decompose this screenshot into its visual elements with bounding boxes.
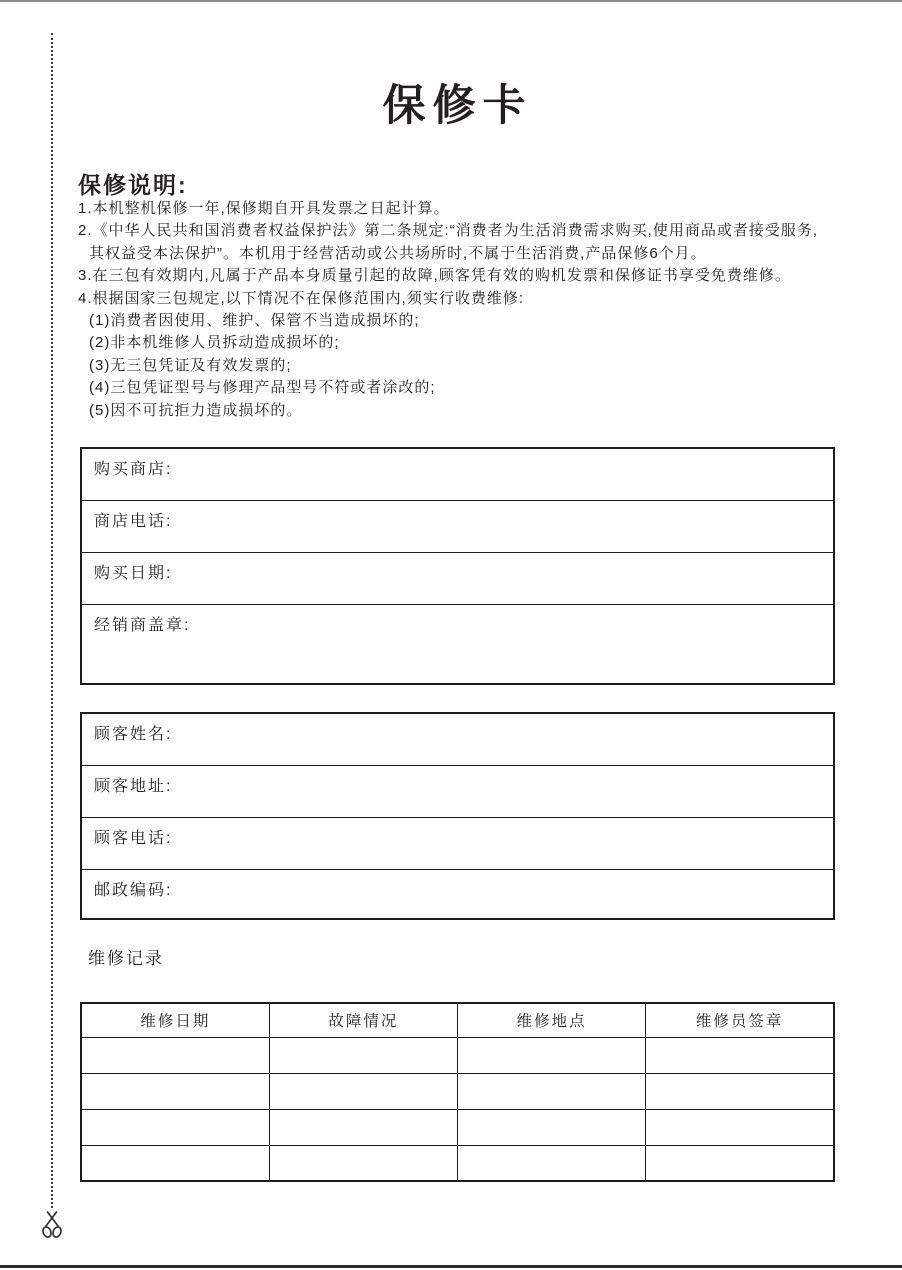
repair-table-body: [81, 1037, 834, 1181]
form-field-row: [82, 605, 833, 685]
page-title: 保修卡: [382, 82, 533, 130]
form-field-label: 邮政编码:: [94, 882, 173, 899]
scissors-icon: [40, 1210, 64, 1240]
form-field-row: [82, 818, 833, 870]
repair-table-header: [81, 1003, 834, 1037]
instruction-line: (2)非本机维修人员拆动造成损坏的;: [89, 334, 340, 352]
form-field-row: [82, 766, 833, 818]
cut-dotted-line: [51, 33, 53, 1208]
table-column-header: 维修日期: [81, 1003, 269, 1037]
table-row: [81, 1109, 834, 1145]
table-empty-cell: [458, 1037, 646, 1073]
form-field-row: [82, 714, 833, 766]
table-empty-cell: [458, 1073, 646, 1109]
form-field-label: 购买日期:: [94, 565, 173, 582]
instruction-line: 其权益受本法保护”。本机用于经营活动或公共场所时,不属于生活消费,产品保修6个月。: [89, 244, 707, 262]
form-field-label: 顾客地址:: [94, 778, 173, 795]
instruction-line: (4)三包凭证型号与修理产品型号不符或者涂改的;: [89, 379, 436, 397]
instruction-line: (3)无三包凭证及有效发票的;: [89, 356, 292, 374]
table-empty-cell: [269, 1037, 457, 1073]
form-field-row: [82, 870, 833, 922]
seller-info-box: [80, 447, 835, 685]
table-empty-cell: [646, 1109, 834, 1145]
table-empty-cell: [81, 1145, 269, 1181]
repair-records-table: [80, 1002, 835, 1182]
table-row: [81, 1037, 834, 1073]
page-bottom-edge-line: [0, 1265, 902, 1268]
instruction-line: (5)因不可抗拒力造成损坏的。: [89, 401, 303, 419]
table-empty-cell: [81, 1037, 269, 1073]
instruction-line: 3.在三包有效期内,凡属于产品本身质量引起的故障,顾客凭有效的购机发票和保修证书享受免费维修。: [78, 267, 791, 285]
instruction-line: 2.《中华人民共和国消费者权益保护法》第二条规定:“消费者为生活消费需求购买,使用商品或者接受服务,: [78, 222, 819, 240]
warranty-instructions: [78, 198, 878, 422]
instruction-line: 4.根据国家三包规定,以下情况不在保修范围内,须实行收费维修:: [78, 289, 525, 307]
table-empty-cell: [458, 1145, 646, 1181]
table-column-header: 维修员签章: [646, 1003, 834, 1037]
repair-records-label: 维修记录: [88, 949, 164, 968]
instruction-line: 1.本机整机保修一年,保修期自开具发票之日起计算。: [78, 200, 450, 217]
form-field-label: 购买商店:: [94, 461, 173, 478]
page-top-edge-line: [0, 0, 902, 2]
instruction-line: (1)消费者因使用、维护、保管不当造成损坏的;: [89, 312, 420, 330]
form-field-label: 经销商盖章:: [94, 617, 191, 634]
table-column-header: 维修地点: [458, 1003, 646, 1037]
table-empty-cell: [458, 1109, 646, 1145]
customer-info-box: [80, 712, 835, 920]
table-empty-cell: [81, 1073, 269, 1109]
form-field-label: 顾客电话:: [94, 830, 173, 847]
table-empty-cell: [269, 1109, 457, 1145]
table-empty-cell: [646, 1037, 834, 1073]
table-empty-cell: [646, 1073, 834, 1109]
form-field-row: [82, 501, 833, 553]
form-field-label: 顾客姓名:: [94, 726, 173, 743]
table-empty-cell: [646, 1145, 834, 1181]
table-empty-cell: [81, 1109, 269, 1145]
table-empty-cell: [269, 1073, 457, 1109]
form-field-row: [82, 553, 833, 605]
table-row: [81, 1145, 834, 1181]
form-field-row: [82, 449, 833, 501]
table-row: [81, 1073, 834, 1109]
table-header-row: [81, 1003, 834, 1037]
table-empty-cell: [269, 1145, 457, 1181]
instructions-heading: 保修说明:: [78, 172, 188, 198]
table-column-header: 故障情况: [269, 1003, 457, 1037]
form-field-label: 商店电话:: [94, 513, 173, 530]
